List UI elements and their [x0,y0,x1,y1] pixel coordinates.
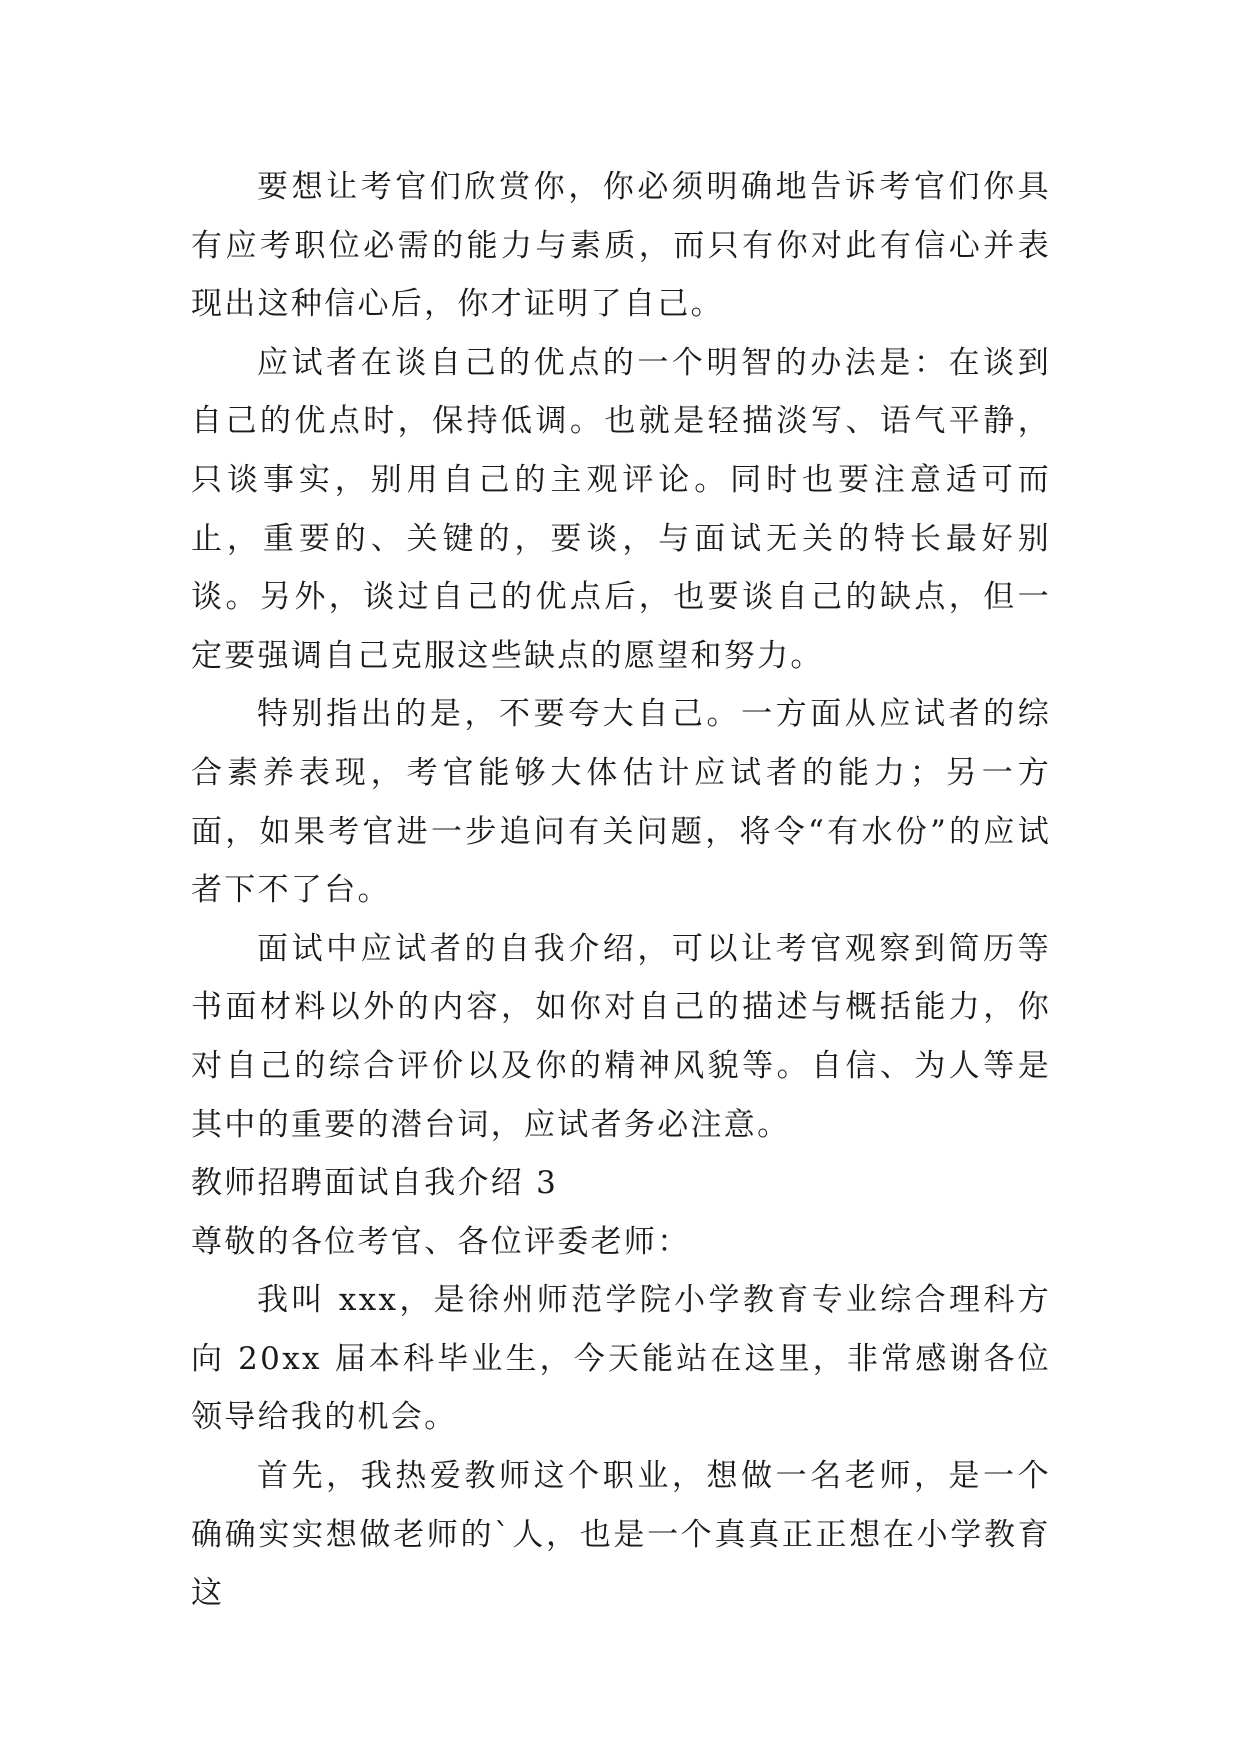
paragraph-2: 应试者在谈自己的优点的一个明智的办法是：在谈到自己的优点时，保持低调。也就是轻描淡写、语气平静，只谈事实，别用自己的主观评论。同时也要注意适可而止，重要的、关键的，要谈，与面试无关的特长最好别谈。另外，谈过自己的优点后，也要谈自己的缺点，但一定要强调自己克服这些缺点的愿望和努力。 [191,344,1051,674]
paragraph-6: 首先，我热爱教师这个职业，想做一名老师，是一个确确实实想做老师的`人，也是一个真真正正想在小学教育这 [191,1458,1051,1612]
paragraph-3: 特别指出的是，不要夸大自己。一方面从应试者的综合素养表现，考官能够大体估计应试者的能力；另一方面，如果考官进一步追问有关问题，将令“有水份”的应试者下不了台。 [191,696,1051,909]
paragraph-4: 面试中应试者的自我介绍，可以让考官观察到简历等书面材料以外的内容，如你对自己的描述与概括能力，你对自己的综合评价以及你的精神风貌等。自信、为人等是其中的重要的潜台词，应试者务必注意。 [191,930,1051,1143]
salutation: 尊敬的各位考官、各位评委老师： [191,1223,691,1260]
document-body [191,158,1051,1623]
section-title: 教师招聘面试自我介绍 3 [191,1165,559,1202]
paragraph-1: 要想让考官们欣赏你，你必须明确地告诉考官们你具有应考职位必需的能力与素质，而只有你对此有信心并表现出这种信心后，你才证明了自己。 [191,169,1051,323]
paragraph-5: 我叫 xxx，是徐州师范学院小学教育专业综合理科方向 20xx 届本科毕业生，今天能站在这里，非常感谢各位领导给我的机会。 [191,1282,1051,1436]
